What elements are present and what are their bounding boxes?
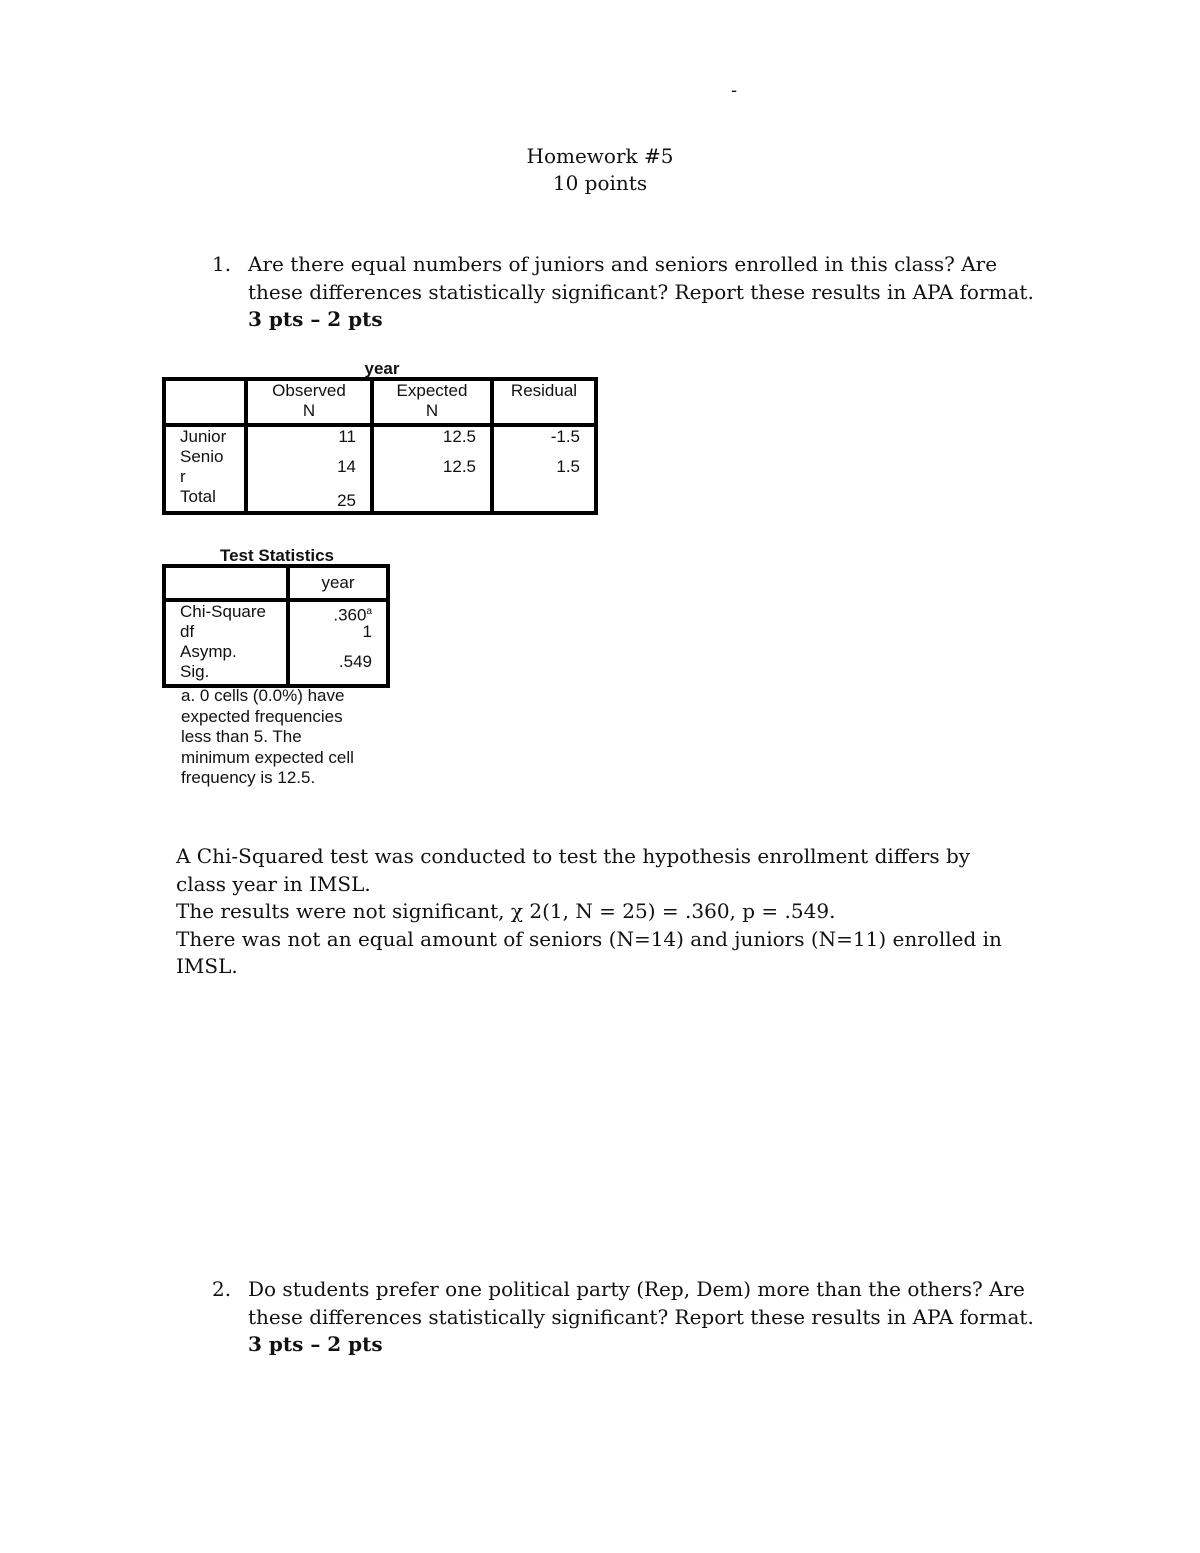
- stats-header-row: [164, 566, 388, 600]
- stats-row-labels: [164, 600, 288, 686]
- question-1-number: 1.: [212, 252, 232, 276]
- table-header-row: [164, 379, 596, 425]
- stats-value-chi-square: .360$^a$: [333, 605, 372, 625]
- stats-value-df: 1: [362, 622, 372, 641]
- header-residual: Residual: [492, 379, 596, 425]
- answer-1-line-2: The results were not significant, χ 2(1, N = 25) = .360, p = .549.: [176, 899, 836, 923]
- row-label-total: Total: [180, 487, 216, 506]
- answer-1: [176, 843, 1026, 981]
- stats-label-asymp: Asymp.: [180, 642, 237, 661]
- page-title: Homework #5: [526, 144, 674, 168]
- question-2-points: 3 pts – 2 pts: [248, 1332, 383, 1356]
- expected-senior: 12.5: [442, 457, 476, 476]
- table-footnote: a. 0 cells (0.0%) have expected frequencies less than 5. The minimum expected cell frequency is 12.5.: [181, 686, 354, 787]
- row-label-senior-wrap: r: [180, 467, 186, 486]
- question-2: [212, 1276, 1042, 1361]
- stats-corner-cell: [164, 566, 288, 600]
- stats-values: [288, 600, 388, 686]
- row-label-junior: Junior: [180, 427, 227, 446]
- expected-column: [372, 425, 492, 513]
- observed-column: [246, 425, 372, 513]
- page-subtitle-points: 10 points: [552, 171, 648, 195]
- footnote-marker: a: [366, 606, 372, 617]
- observed-total: 25: [337, 491, 356, 510]
- question-1-text: Are there equal numbers of juniors and seniors enrolled in this class? Are these differences statistically significant? Report these results in APA format. 3 pts – 2 pts: [248, 252, 1034, 331]
- question-1-points: 3 pts – 2 pts: [248, 307, 383, 331]
- stats-label-sig: Sig.: [180, 662, 210, 681]
- question-2-text: Do students prefer one political party (Rep, Dem) more than the others? Are these differences statistically significant? Report these results in APA format. 3 pts – 2 pts: [248, 1277, 1034, 1356]
- observed-senior: 14: [337, 457, 356, 476]
- header-dash: -: [731, 80, 738, 101]
- residual-senior: 1.5: [556, 457, 580, 476]
- residual-junior: -1.5: [550, 427, 580, 446]
- question-1: [212, 251, 1042, 336]
- row-labels: [164, 425, 246, 513]
- answer-1-line-1: A Chi-Squared test was conducted to test the hypothesis enrollment differs by class year in IMSL.: [176, 844, 971, 896]
- table-corner-cell: [164, 379, 246, 425]
- stats-label-chi-square: Chi-Square: [180, 602, 266, 621]
- header-expected: Expected N: [372, 379, 492, 425]
- observed-junior: 11: [338, 427, 356, 446]
- expected-junior: 12.5: [442, 427, 476, 446]
- header-observed: Observed N: [246, 379, 372, 425]
- table-body-row: [164, 425, 596, 513]
- table1-caption: year: [364, 359, 400, 378]
- stats-body-row: [164, 600, 388, 686]
- stats-value-sig: .549: [338, 652, 372, 671]
- residual-column: [492, 425, 596, 513]
- table2-caption: Test Statistics: [219, 546, 334, 565]
- answer-1-line-3: There was not an equal amount of seniors (N=14) and juniors (N=11) enrolled in IMSL.: [176, 926, 1002, 978]
- row-label-senior: Senio: [180, 447, 224, 466]
- question-2-number: 2.: [212, 1277, 232, 1301]
- frequency-table: [162, 377, 598, 515]
- stats-label-df: df: [180, 622, 195, 641]
- test-statistics-table: [162, 564, 390, 688]
- stats-header-year: year: [288, 566, 388, 600]
